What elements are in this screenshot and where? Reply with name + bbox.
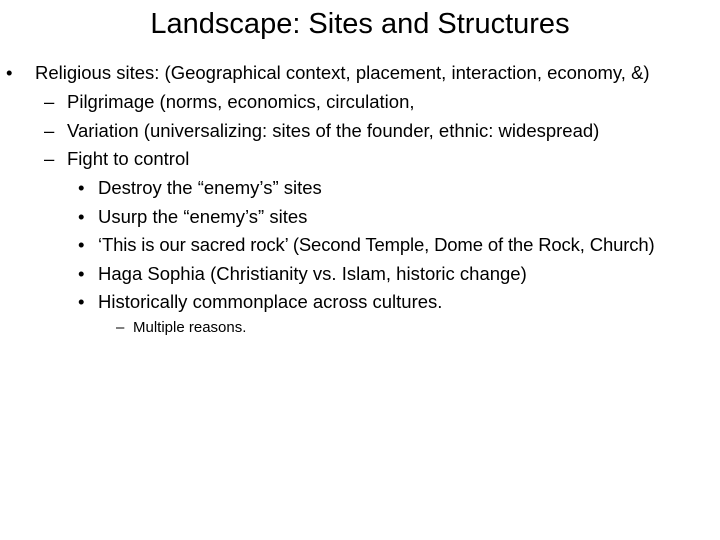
sub-sub-bullet-text: ‘This is our sacred rock’ (Second Temple, Dome of the Rock, Church)	[98, 234, 655, 255]
bullet-marker: •	[6, 62, 13, 83]
sub-bullet-text: Pilgrimage (norms, economics, circulation,	[67, 91, 415, 112]
sub-sub-bullet-marker: •	[78, 177, 85, 198]
sub-bullet-text: Fight to control	[67, 148, 190, 169]
sub-bullet-marker: –	[44, 148, 55, 169]
sub-sub-bullet-text: Historically commonplace across cultures.	[98, 291, 443, 312]
sub-sub-bullet-marker: •	[78, 291, 85, 312]
sub-sub-bullet-text: Destroy the “enemy’s” sites	[98, 177, 322, 198]
sub-sub-bullet-marker: •	[78, 206, 85, 227]
bullet-text: Religious sites: (Geographical context, placement, interaction, economy, &)	[35, 62, 650, 83]
deep-bullet-text: Multiple reasons.	[133, 319, 247, 336]
slide-title: Landscape: Sites and Structures	[150, 8, 570, 40]
sub-sub-bullet-marker: •	[78, 263, 85, 284]
sub-sub-bullet-text: Haga Sophia (Christianity vs. Islam, historic change)	[98, 263, 527, 284]
sub-sub-bullet-marker: •	[78, 234, 85, 255]
sub-bullet-marker: –	[44, 120, 55, 141]
sub-bullet-marker: –	[44, 91, 55, 112]
sub-bullet-text: Variation (universalizing: sites of the founder, ethnic: widespread)	[67, 120, 600, 141]
deep-bullet-marker: –	[116, 319, 125, 336]
sub-sub-bullet-text: Usurp the “enemy’s” sites	[98, 206, 308, 227]
